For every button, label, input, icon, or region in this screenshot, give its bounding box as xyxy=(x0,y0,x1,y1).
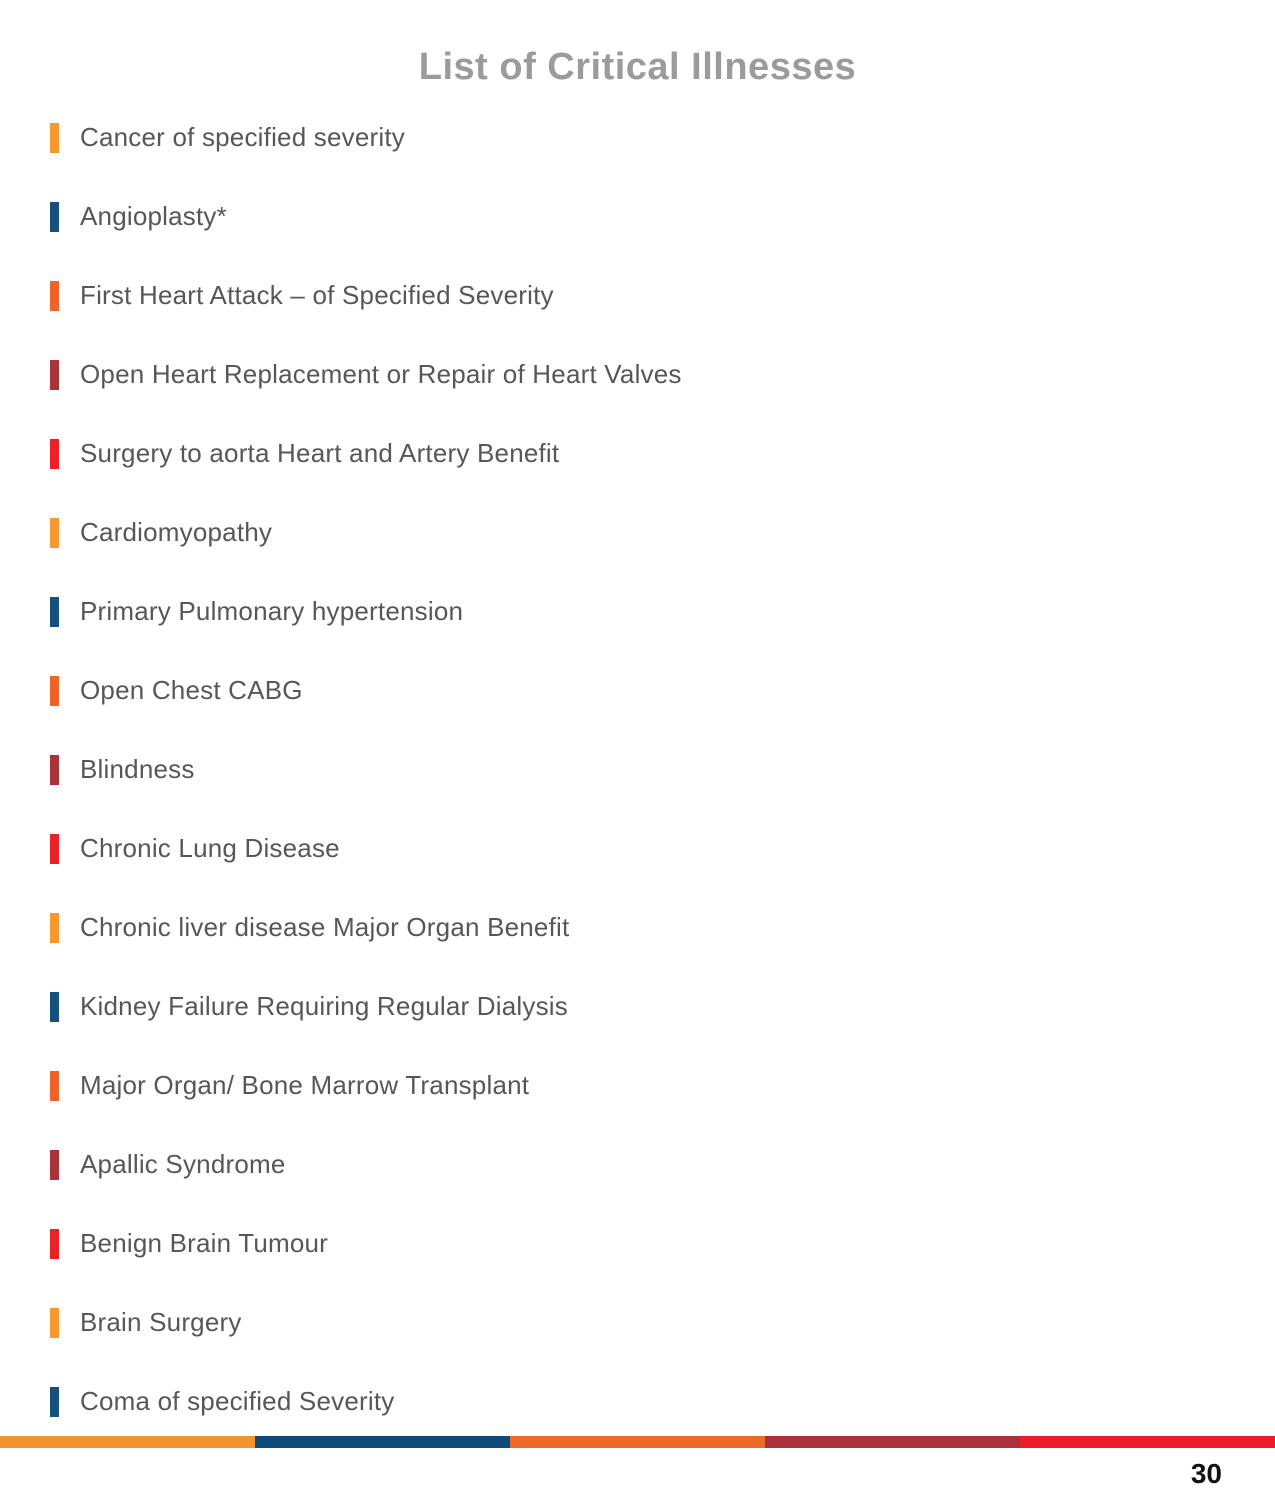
maroon-tick-bar-icon xyxy=(50,360,59,390)
list-item xyxy=(0,572,1275,651)
dark-blue-segment xyxy=(255,1436,510,1448)
illness-label: Apallic Syndrome xyxy=(80,1149,286,1179)
red-segment xyxy=(1020,1436,1275,1448)
critical-illness-list xyxy=(0,98,1275,1441)
maroon-tick-bar-icon xyxy=(50,1150,59,1180)
illness-label: First Heart Attack – of Specified Severity xyxy=(80,280,554,310)
illness-label: Coma of specified Severity xyxy=(80,1386,395,1416)
list-item xyxy=(0,1046,1275,1125)
red-tick-bar-icon xyxy=(50,1229,59,1259)
blue-tick-bar-icon xyxy=(50,992,59,1022)
list-item xyxy=(0,1362,1275,1441)
orange-red-tick-bar-icon xyxy=(50,281,59,311)
illness-label: Kidney Failure Requiring Regular Dialysis xyxy=(80,991,568,1021)
illness-label: Angioplasty* xyxy=(80,201,227,231)
maroon-segment xyxy=(765,1436,1020,1448)
illness-label: Open Heart Replacement or Repair of Heart Valves xyxy=(80,359,682,389)
list-item xyxy=(0,1204,1275,1283)
red-tick-bar-icon xyxy=(50,834,59,864)
page-number: 30 xyxy=(1190,1458,1222,1489)
list-item xyxy=(0,414,1275,493)
maroon-tick-bar-icon xyxy=(50,755,59,785)
illness-label: Brain Surgery xyxy=(80,1307,242,1337)
list-item xyxy=(0,1283,1275,1362)
orange-red-tick-bar-icon xyxy=(50,1071,59,1101)
page-title: List of Critical Illnesses xyxy=(418,46,857,88)
orange-tick-bar-icon xyxy=(50,913,59,943)
illness-label: Surgery to aorta Heart and Artery Benefit xyxy=(80,438,560,468)
orange-tick-bar-icon xyxy=(50,123,59,153)
list-item xyxy=(0,730,1275,809)
blue-tick-bar-icon xyxy=(50,1387,59,1417)
orange-tick-bar-icon xyxy=(50,1308,59,1338)
illness-label: Cardiomyopathy xyxy=(80,517,273,547)
list-item xyxy=(0,651,1275,730)
list-item xyxy=(0,256,1275,335)
list-item xyxy=(0,967,1275,1046)
illness-label: Major Organ/ Bone Marrow Transplant xyxy=(80,1070,530,1100)
orange-red-tick-bar-icon xyxy=(50,676,59,706)
blue-tick-bar-icon xyxy=(50,597,59,627)
orange-red-segment xyxy=(510,1436,765,1448)
list-item xyxy=(0,1125,1275,1204)
illness-label: Blindness xyxy=(80,754,195,784)
illness-label: Benign Brain Tumour xyxy=(80,1228,329,1258)
orange-tick-bar-icon xyxy=(50,518,59,548)
illness-label: Open Chest CABG xyxy=(80,675,303,705)
list-item xyxy=(0,177,1275,256)
list-item xyxy=(0,98,1275,177)
list-item xyxy=(0,493,1275,572)
blue-tick-bar-icon xyxy=(50,202,59,232)
illness-label: Chronic Lung Disease xyxy=(80,833,340,863)
illness-label: Chronic liver disease Major Organ Benefit xyxy=(80,912,570,942)
list-item xyxy=(0,888,1275,967)
footer-color-bar xyxy=(0,1436,1275,1448)
list-item xyxy=(0,809,1275,888)
list-item xyxy=(0,335,1275,414)
red-tick-bar-icon xyxy=(50,439,59,469)
illness-label: Primary Pulmonary hypertension xyxy=(80,596,464,626)
orange-segment xyxy=(0,1436,255,1448)
illness-label: Cancer of specified severity xyxy=(80,122,405,152)
